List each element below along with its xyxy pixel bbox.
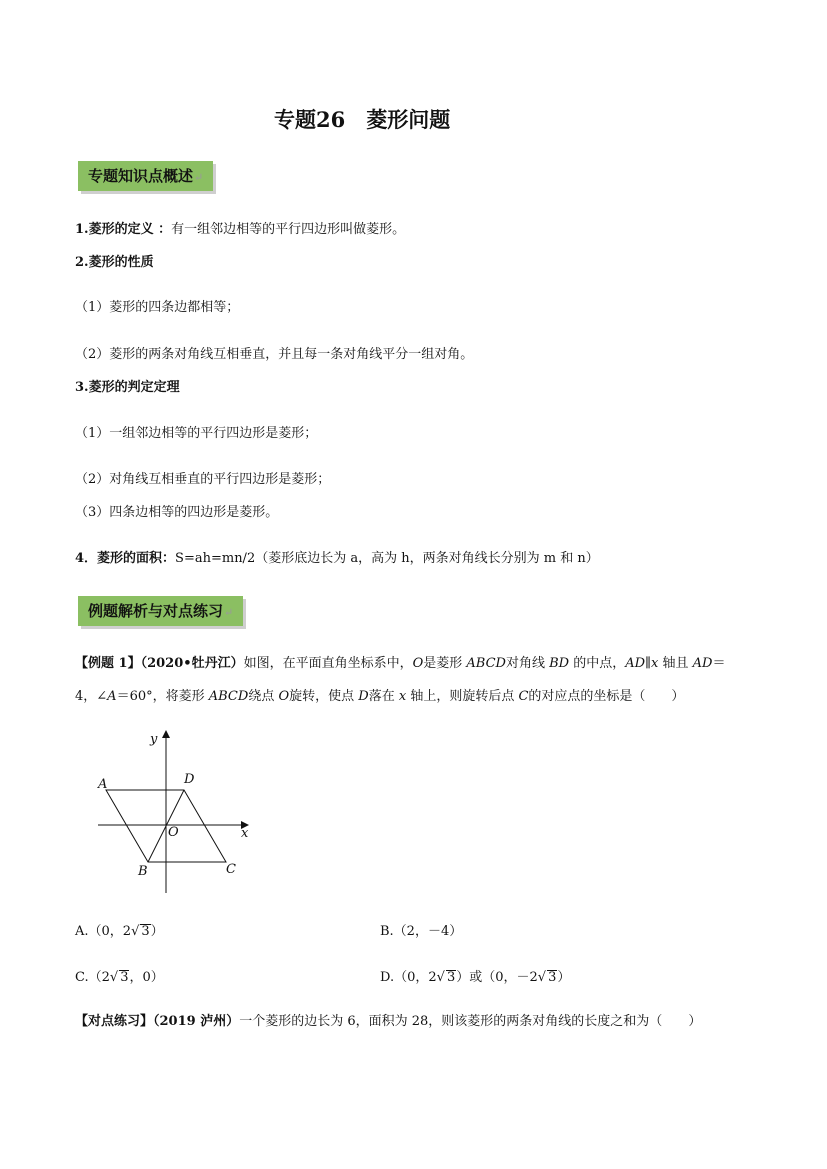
text-run: 的中点， bbox=[569, 656, 626, 671]
text-run: 的对应点的坐标是（ ） bbox=[528, 689, 685, 704]
section-banner-examples bbox=[78, 596, 243, 626]
label-c: C bbox=[226, 862, 236, 877]
math-var: ABCD bbox=[466, 656, 506, 671]
text-run: 轴上，则旋转后点 bbox=[406, 689, 519, 704]
practice-body: 一个菱形的边长为 6，面积为 28，则该菱形的两条对角线的长度之和为（ ） bbox=[239, 1014, 702, 1029]
text-run: ） bbox=[557, 970, 571, 985]
example-1-line-2 bbox=[75, 688, 684, 706]
math-var: C bbox=[518, 689, 529, 704]
point-4 bbox=[75, 550, 599, 568]
example-1-line-1 bbox=[75, 655, 725, 673]
math-var: AD bbox=[692, 656, 713, 671]
text-run: 落在 bbox=[368, 689, 399, 704]
text-run: A.（0，2 bbox=[75, 924, 132, 939]
text-run: ）或（0，－2 bbox=[456, 970, 538, 985]
sqrt-icon: √ bbox=[537, 970, 547, 985]
text-run: C.（2 bbox=[75, 970, 110, 985]
text-run: 绕点 bbox=[248, 689, 279, 704]
text-run: 4，∠ bbox=[75, 689, 108, 704]
math-var: x bbox=[398, 689, 407, 704]
math-var: O bbox=[278, 689, 290, 704]
text-run: 是菱形 bbox=[423, 656, 467, 671]
option-d bbox=[380, 966, 570, 985]
option-a bbox=[75, 920, 164, 939]
label-x: x bbox=[241, 826, 249, 841]
text-run: 旋转，使点 bbox=[289, 689, 359, 704]
math-var: A bbox=[107, 689, 117, 704]
practice-question bbox=[75, 1013, 701, 1031]
point-3-a: （1）一组邻边相等的平行四边形是菱形； bbox=[75, 426, 318, 441]
point-2-a: （1）菱形的四条边都相等； bbox=[75, 300, 240, 315]
radicand: 3 bbox=[120, 970, 129, 985]
text-run: 如图，在平面直角坐标系中， bbox=[243, 656, 413, 671]
point-3-heading: 3.菱形的判定定理 bbox=[75, 380, 180, 395]
text-run: D.（0，2 bbox=[380, 970, 437, 985]
sqrt-icon: √ bbox=[436, 970, 445, 985]
section-banner-label: 例题解析与对点练习 bbox=[88, 602, 224, 620]
radicand: 3 bbox=[141, 924, 150, 939]
text-run: ，0） bbox=[129, 970, 164, 985]
point-2-heading: 2.菱形的性质 bbox=[75, 255, 154, 270]
point-3-c: （3）四条边相等的四边形是菱形。 bbox=[75, 505, 279, 520]
point-1-body: 有一组邻边相等的平行四边形叫做菱形。 bbox=[171, 222, 406, 237]
label-y: y bbox=[150, 732, 158, 747]
label-o: O bbox=[168, 825, 179, 840]
section-banner-overview bbox=[78, 161, 213, 191]
point-4-heading: 4．菱形的面积： bbox=[75, 551, 176, 566]
practice-source: （2019 泸州） bbox=[153, 1014, 240, 1029]
sqrt-icon: √ bbox=[131, 924, 140, 939]
option-c bbox=[75, 966, 164, 985]
point-1 bbox=[75, 221, 405, 239]
math-var: AD∥x bbox=[625, 656, 659, 671]
text-run: ＝60°，将菱形 bbox=[116, 689, 209, 704]
point-1-heading: 1.菱形的定义 ： bbox=[75, 222, 172, 237]
paragraph-mark-icon: ↵ bbox=[194, 171, 204, 184]
label-d: D bbox=[184, 772, 195, 787]
practice-tag: 【对点练习】 bbox=[75, 1014, 154, 1029]
page-title: 专题26 菱形问题 bbox=[274, 107, 451, 132]
math-var: ABCD bbox=[208, 689, 249, 704]
point-2-b: （2）菱形的两条对角线互相垂直，并且每一条对角线平分一组对角。 bbox=[75, 347, 474, 362]
text-run: ＝ bbox=[712, 656, 726, 671]
math-var: O bbox=[412, 656, 424, 671]
point-4-body: S=ah=mn/2（菱形底边长为 a，高为 h，两条对角线长分别为 m 和 n） bbox=[175, 551, 599, 566]
text-run: 轴且 bbox=[658, 656, 693, 671]
section-banner-label: 专题知识点概述 bbox=[88, 167, 194, 185]
label-a: A bbox=[98, 777, 108, 792]
radicand: 3 bbox=[446, 970, 456, 985]
math-var: D bbox=[358, 689, 369, 704]
option-b: B.（2，－4） bbox=[380, 924, 463, 939]
math-var: BD bbox=[549, 656, 570, 671]
sqrt-icon: √ bbox=[109, 970, 119, 985]
example-source: （2020•牡丹江） bbox=[140, 656, 244, 671]
example-tag: 【例题 1】 bbox=[75, 656, 141, 671]
text-run: ） bbox=[150, 924, 164, 939]
text-run: 对角线 bbox=[505, 656, 550, 671]
radicand: 3 bbox=[548, 970, 557, 985]
label-b: B bbox=[138, 864, 148, 879]
rhombus-figure bbox=[90, 725, 260, 895]
point-3-b: （2）对角线互相垂直的平行四边形是菱形； bbox=[75, 472, 331, 487]
paragraph-mark-icon: ↵ bbox=[224, 606, 234, 619]
